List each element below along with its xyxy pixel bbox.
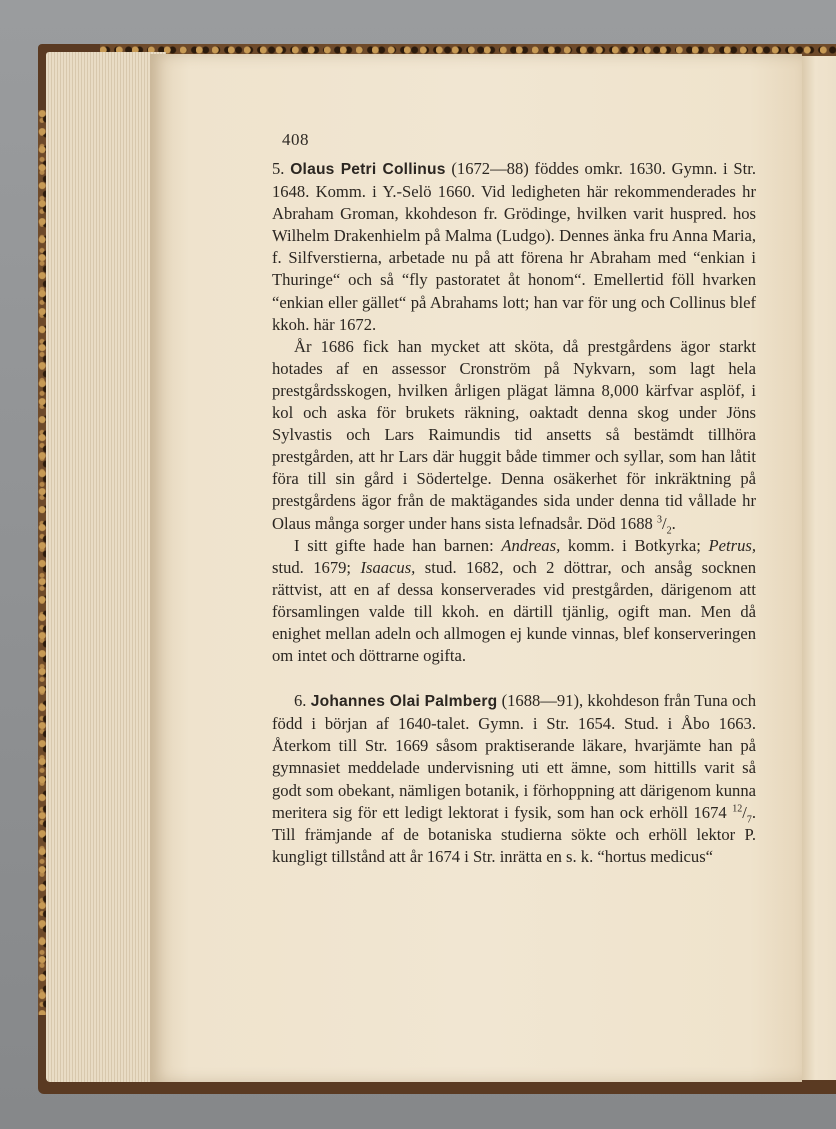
child-name-petrus: Petrus, [708, 535, 756, 555]
entry-5-paragraph-3 [272, 535, 756, 668]
entry-5-text-3a: I sitt gifte hade han barnen: [294, 535, 494, 555]
page-number: 408 [282, 130, 309, 149]
entry-6-paragraph-1: 6. Johannes Olai Palmberg (1688—91), kkohdeson från Tuna och född i början af 1640-talet. Gymn. i Str. 1654. Stud. i Åbo 1663. Återkom till Str. 1669 såsom praktiserande läkare, hvarjämte han på gymnasiet meddelade undervisning uti ett ämne, som hittills varit så godt som obekant, nämligen botanik, i förhoppning att därigenom kunna meritera sig för ett ledigt lektorat i fysik, som han ock erhöll 1674 $^{12}/_7$. Till främjande af de botaniska studierna sökte och erhöll lektor P. kungligt tillstånd att år 1674 i Str. inrätta en s. k. “hortus medicus“ [272, 691, 756, 866]
entry-6-name: Johannes Olai Palmberg [310, 693, 498, 711]
date-fraction-numerator: 3 [656, 513, 662, 525]
entry-5-text-3b: komm. i Botkyrka; [567, 535, 701, 555]
entry-5-text-2: År 1686 fick han mycket att sköta, då prestgårdens ägor starkt hotades af en assessor Cronström på Nykvarn, som lagt hela prestgårdsskogen, hvilken årligen plägat lämna 8,000 kärfvar asplöf, i kol och aska för brukets räkning, oaktadt denna skog under Jöns Sylvastis och Lars Raimundis tid ansetts så bestämdt tillhöra prestgården, att hr Lars där huggit både timmer och syllar, som han låtit föra till sin gård i Södertelge. Denna osäkerhet för inkräktning på prestgårdens ägor från de maktägandes sida under denna tid vållade hr Olaus många sorger under hans sista lefnadsår. Död 1688 [272, 336, 756, 533]
date-fraction-numerator: 12 [732, 803, 743, 815]
entry-5-text-2-tail: . [671, 513, 676, 533]
page-edges [46, 52, 166, 1082]
child-name-andreas: Andreas, [501, 535, 561, 555]
entry-5-paragraph-2: År 1686 fick han mycket att sköta, då prestgårdens ägor starkt hotades af en assessor Cronström på Nykvarn, som lagt hela prestgårdsskogen, hvilken årligen plägat lämna 8,000 kärfvar asplöf, i kol och aska för brukets räkning, oaktadt denna skog under Jöns Sylvastis och Lars Raimundis tid ansetts så bestämdt tillhöra prestgården, att hr Lars där huggit både timmer och syllar, som han låtit föra till sin gård i Södertelge. Denna osäkerhet för inkräktning på prestgårdens ägor från de maktägandes sida under denna tid vållade hr Olaus många sorger under hans sista lefnadsår. Död 1688 $^3/_2$. [272, 336, 756, 536]
entry-5-text-1: (1672—88) föddes omkr. 1630. Gymn. i Str. 1648. Komm. i Y.-Selö 1660. Vid ledigheten här rekommenderades hr Abraham Groman, kkohdeson fr. Grödinge, hvilken varit huspred. hos Wilhelm Drakenhielm på Malma (Ludgo). Dennes änka fru Anna Maria, f. Silfverstierna, arbetade nu på att förena hr Abraham med “enkian i Thuringe“ och så “fly pastoratet åt honom“. Emellertid föll hvarken “enkian eller gället“ på Abrahams lott; han var för ung och Collinus blef kkoh. här 1672. [272, 159, 757, 334]
entry-6-text-1-tail: . Till främjande af de botaniska studierna sökte och erhöll lektor P. kungligt tillstånd att år 1674 i Str. inrätta en s. k. “hortus medicus“ [272, 802, 756, 866]
child-name-isaacus: Isaacus, [360, 557, 416, 577]
entry-6-text-1: (1688—91), kkohdeson från Tuna och född i början af 1640-talet. Gymn. i Str. 1654. Stud. i Åbo 1663. Återkom till Str. 1669 såsom praktiserande läkare, hvarjämte han på gymnasiet meddelade undervisning uti ett ämne, som hittills varit så godt som obekant, nämligen botanik, i förhoppning att därigenom kunna meritera sig för ett ledigt lektorat i fysik, som han ock erhöll 1674 [272, 691, 756, 822]
date-fraction-denominator: 2 [666, 524, 672, 536]
entry-5-number: 5. [272, 159, 285, 178]
facing-page-edge [800, 56, 836, 1080]
date-fraction-denominator: 7 [746, 813, 752, 825]
entry-5-text-3c: stud. 1679; [272, 557, 352, 577]
entry-5-text-3d: stud. 1682, och 2 döttrar, och ansåg socknen rättvist, att en af dessa konserverades vid prestgården, därigenom att församlingen valde till kkoh. en därtill tjänlig, ogift man. Men då enighet mellan adeln och allmogen ej kunde vinnas, blef konserveringen om intet och döttrarne ogifta. [272, 557, 756, 666]
section-gap [272, 667, 756, 690]
entry-5-name: Olaus Petri Collinus [290, 161, 446, 178]
entry-6-number: 6. [294, 691, 307, 711]
page-text [272, 158, 756, 868]
entry-5-paragraph-1 [272, 158, 756, 336]
